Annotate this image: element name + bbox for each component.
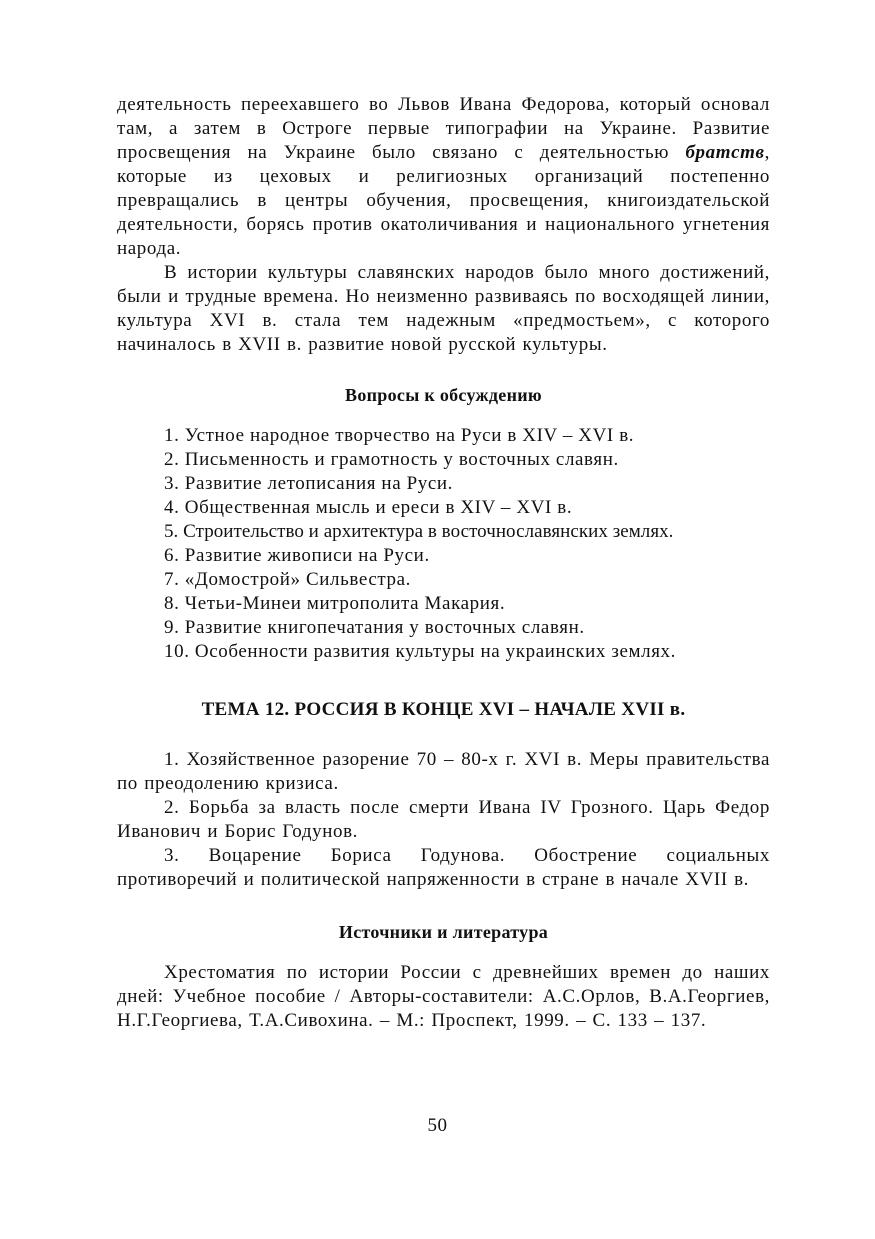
questions-heading: Вопросы к обсуждению	[345, 385, 542, 405]
topic-title: РОССИЯ В КОНЦЕ XVI – НАЧАЛЕ XVII в.	[294, 699, 686, 720]
page-body	[117, 93, 770, 1033]
topic-item: 1. Хозяйственное разорение 70 – 80-х г. XVI в. Меры правительства по преодолению кризиса.	[117, 749, 770, 794]
topic-heading	[117, 698, 770, 722]
intro-paragraph-1-text: деятельность переехавшего во Львов Ивана Федорова, который основал там, а затем в Остроге первые типографии на Украине. Развитие просвещения на Украине было связано с деятельностью	[117, 94, 770, 163]
question-item: 7. «Домострой» Сильвестра.	[164, 569, 411, 590]
intro-paragraph-2: В истории культуры славянских народов было много достижений, были и трудные времена. Но неизменно развиваясь по восходящей линии, культура XVI в. стала тем надежным «предмостьем», с которого начиналось в XVII в. развитие новой русской культуры.	[117, 262, 770, 355]
sources-text: Хрестоматия по истории России с древнейших времен до наших дней: Учебное пособие / Авторы-составители: А.С.Орлов, В.А.Георгиев, Н.Г.Георгиева, Т.А.Сивохина. – М.: Проспект, 1999. – С. 133 – 137.	[117, 962, 770, 1031]
question-item: 1. Устное народное творчество на Руси в XIV – XVI в.	[164, 425, 635, 446]
page-number: 50	[427, 1115, 448, 1136]
question-item: 9. Развитие книгопечатания у восточных славян.	[164, 617, 585, 638]
intro-paragraph-1	[117, 93, 770, 261]
question-item: 6. Развитие живописи на Руси.	[164, 545, 430, 566]
question-item: 10. Особенности развития культуры на украинских землях.	[164, 641, 676, 662]
questions-list	[117, 424, 770, 664]
question-item: 8. Четьи-Минеи митрополита Макария.	[164, 593, 506, 614]
topic-prefix: ТЕМА 12.	[201, 699, 295, 720]
emphasized-term: братств	[685, 142, 765, 163]
topic-item: 3. Воцарение Бориса Годунова. Обострение социальных противоречий и политической напряженности в стране в начале XVII в.	[117, 845, 770, 890]
question-item: 2. Письменность и грамотность у восточных славян.	[164, 449, 619, 470]
topic-item: 2. Борьба за власть после смерти Ивана IV Грозного. Царь Федор Иванович и Борис Годунов.	[117, 797, 770, 842]
intro-paragraph-1-text-end: , которые из цеховых и религиозных организаций постепенно превращались в центры обучения, просвещения, книгоиздательской деятельности, борясь против окатоличивания и национального угнетения народа.	[117, 142, 770, 259]
sources-heading: Источники и литература	[338, 922, 549, 942]
question-item: 5. Строительство и архитектура в восточнославянских землях.	[164, 521, 674, 542]
question-item: 4. Общественная мысль и ереси в XIV – XVI в.	[164, 497, 573, 518]
question-item: 3. Развитие летописания на Руси.	[164, 473, 453, 494]
